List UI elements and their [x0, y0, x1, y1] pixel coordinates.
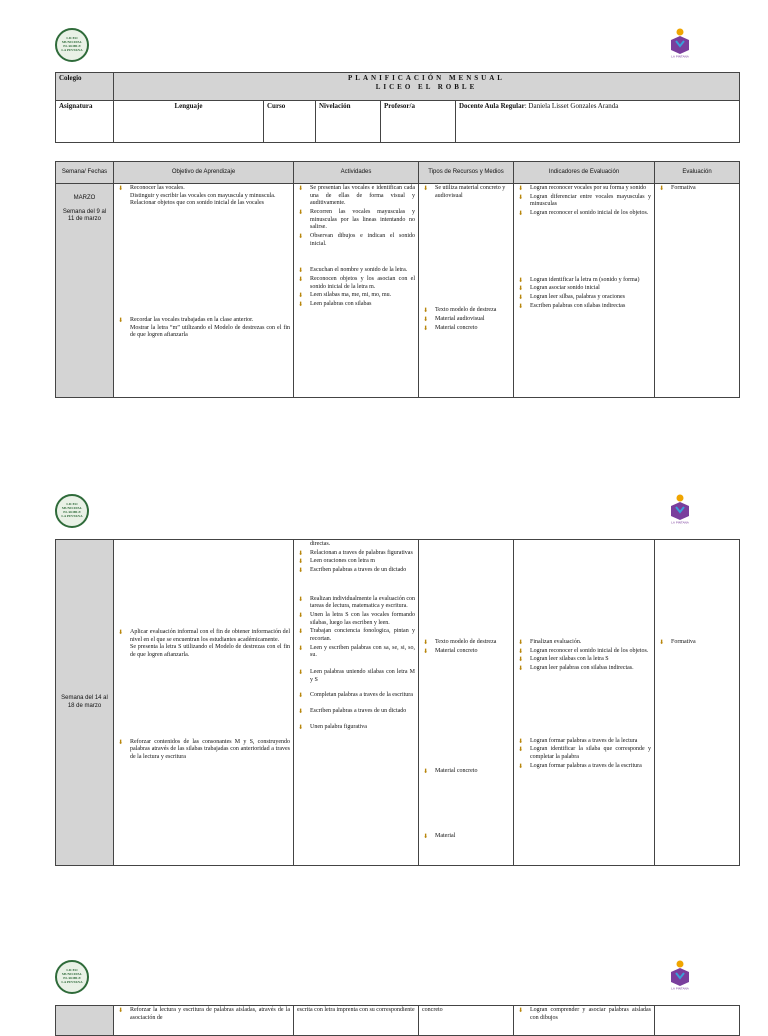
- list-item: ⬇ Leen silabas ma, me, mi, mo, mu.: [298, 292, 392, 300]
- list-item: ⬇ Material: [423, 833, 456, 841]
- bullet-arrow-icon: ⬇: [518, 656, 524, 664]
- list-item: ⬇ Logran reconocer el sonido inicial de los objetos.: [518, 210, 649, 218]
- bullet-arrow-icon: ⬇: [298, 628, 304, 636]
- evaluacion-cell: [655, 1006, 740, 1036]
- list-item: ⬇ Texto modelo de destreza: [423, 307, 497, 315]
- bullet-arrow-icon: ⬇: [298, 723, 304, 731]
- bullet-arrow-icon: ⬇: [423, 647, 429, 655]
- bullet-arrow-icon: ⬇: [423, 307, 429, 315]
- bullet-arrow-icon: ⬇: [298, 567, 304, 575]
- list-item: ⬇ Logran diferenciar entre vocales mayusculas y minusculas: [518, 193, 651, 208]
- evaluacion-cell: [655, 184, 740, 398]
- bullet-arrow-icon: ⬇: [423, 185, 429, 192]
- list-item: ⬇ Reconocer las vocales. Distinguir y escribir las vocales con mayuscula y minuscula. Relacionar objetos que con sonido inicial de las vocales: [118, 185, 276, 207]
- school-seal-logo: LICEO MUNICIPAL EL ROBLE LA PINTANA: [55, 960, 89, 994]
- objetivo-cell: [114, 1006, 294, 1036]
- bullet-arrow-icon: ⬇: [518, 639, 524, 646]
- list-item: ⬇ Logran reconocer vocales por su forma y sonido: [518, 185, 647, 192]
- list-item: ⬇ Realizan individualmente la evaluación con tareas de lectura, matematica y escritura.: [298, 595, 415, 610]
- list-item: ⬇ Recordar las vocales trabajadas en la clase anterior. Mostrar la letra “m” utilizando el Modelo de destrezas con el fin de que logren afianzarla: [118, 317, 290, 339]
- list-item: ⬇ Escriben palabras a traves de un dictado: [298, 708, 407, 716]
- col-evaluacion: Evaluación: [655, 162, 740, 184]
- list-item: ⬇ Completan palabras a traves de la escritura: [298, 692, 413, 700]
- recursos-cell: concreto: [419, 1006, 514, 1036]
- colegio-label: Colegio: [56, 73, 114, 101]
- list-item: ⬇ Relacionan a traves de palabras figurativas: [298, 549, 413, 557]
- recursos-cell: [419, 540, 514, 866]
- list-item: ⬇ Logran formar palabras a traves de la escritura: [518, 762, 642, 770]
- bullet-arrow-icon: ⬇: [518, 737, 524, 745]
- bullet-arrow-icon: ⬇: [298, 612, 304, 620]
- list-item: ⬇ Observan dibujos e indican el sonido inicial.: [298, 233, 415, 247]
- bullet-arrow-icon: ⬇: [298, 549, 304, 557]
- recursos-cell: [419, 184, 514, 398]
- list-item: ⬇ Logran identificar la silaba que corresponde y completar la palabra: [518, 746, 651, 761]
- municipal-logo-icon: [667, 494, 693, 524]
- list-item: ⬇ Escuchan el nombre y sonido de la letra.: [298, 267, 408, 275]
- bullet-arrow-icon: ⬇: [518, 302, 524, 310]
- week-cell: [56, 1006, 114, 1036]
- list-item: ⬇ Logran leer silbas, palabras y oraciones: [518, 294, 625, 302]
- svg-text:LA PINTANA: LA PINTANA: [671, 520, 689, 524]
- col-objetivo: Objetivo de Aprendizaje: [114, 162, 294, 184]
- bullet-arrow-icon: ⬇: [298, 708, 304, 716]
- bullet-arrow-icon: ⬇: [298, 233, 304, 241]
- municipal-logo-icon: [667, 960, 693, 990]
- bullet-arrow-icon: ⬇: [298, 669, 304, 677]
- bullet-arrow-icon: ⬇: [518, 276, 524, 284]
- bullet-arrow-icon: ⬇: [659, 185, 665, 192]
- planning-table-page2: [55, 539, 740, 866]
- list-item: ⬇ Material audiovisual: [423, 316, 485, 324]
- list-item: ⬇ Unen la letra S con las vocales formando silabas, luego las escriben y leen.: [298, 612, 415, 626]
- bullet-arrow-icon: ⬇: [423, 324, 429, 332]
- objetivo-cell: [114, 540, 294, 866]
- list-item: ⬇ Finalizan evaluación.: [518, 639, 582, 646]
- list-item: ⬇ Escriben palabras con silabas indirectas: [518, 302, 626, 310]
- bullet-arrow-icon: ⬇: [518, 185, 524, 192]
- bullet-arrow-icon: ⬇: [298, 558, 304, 566]
- asignatura-label: Asignatura: [56, 101, 114, 143]
- school-seal-logo: LICEO MUNICIPAL EL ROBLE LA PINTANA: [55, 494, 89, 528]
- list-item: ⬇ Material concreto: [423, 768, 478, 776]
- list-item: ⬇ Texto modelo de destreza: [423, 639, 497, 646]
- col-semana: Semana/ Fechas: [56, 162, 114, 184]
- list-item: ⬇ Logran asociar sonido inicial: [518, 285, 600, 293]
- list-item: ⬇ Logran leer palabras con silabas indirectas.: [518, 665, 634, 673]
- list-item: ⬇ Aplicar evaluación informal con el fin de obtener información del nivel en el que se encuentran los estudiantes académicamente. Se presenta la letra S utilizando el Modelo de destrezas con el fin de que logren afianzarla.: [118, 629, 290, 659]
- col-recursos: Tipos de Recursos y Medios: [419, 162, 514, 184]
- bullet-arrow-icon: ⬇: [298, 185, 304, 192]
- list-item: ⬇ Logran leer silabas con la letra S: [518, 656, 609, 664]
- indicadores-cell: [514, 184, 655, 398]
- bullet-arrow-icon: ⬇: [298, 267, 304, 275]
- actividades-cell: [294, 540, 419, 866]
- indicadores-cell: [514, 1006, 655, 1036]
- docente-cell: Docente Aula Regular: Daniela Lisset Gonzales Aranda: [456, 101, 740, 143]
- bullet-arrow-icon: ⬇: [518, 665, 524, 673]
- week-cell: Semana del 14 al 18 de marzo: [56, 540, 114, 866]
- week-cell: MARZO Semana del 9 al 11 de marzo: [56, 184, 114, 398]
- bullet-arrow-icon: ⬇: [118, 317, 124, 325]
- bullet-arrow-icon: ⬇: [518, 647, 524, 655]
- nivelacion-label: Nivelación: [316, 101, 381, 143]
- curso-label: Curso: [264, 101, 316, 143]
- bullet-arrow-icon: ⬇: [298, 276, 304, 284]
- bullet-arrow-icon: ⬇: [118, 629, 124, 636]
- list-item: ⬇ Logran formar palabras a traves de la lectura: [518, 737, 638, 745]
- list-item: ⬇ Reforzar contenidos de las consonantes M y S, construyendo palabras através de las silabas trabajadas con anterioridad a traves de la lectura y escritura: [118, 738, 290, 761]
- bullet-arrow-icon: ⬇: [659, 639, 665, 646]
- list-item: ⬇ Escriben palabras a traves de un dictado: [298, 567, 407, 575]
- list-item: ⬇ Material concreto: [423, 324, 478, 332]
- bullet-arrow-icon: ⬇: [298, 595, 304, 603]
- list-item: directas.: [310, 541, 331, 547]
- col-actividades: Actividades: [294, 162, 419, 184]
- bullet-arrow-icon: ⬇: [423, 316, 429, 324]
- bullet-arrow-icon: ⬇: [423, 639, 429, 646]
- bullet-arrow-icon: ⬇: [518, 294, 524, 302]
- bullet-arrow-icon: ⬇: [298, 301, 304, 309]
- list-item: ⬇ Reconocen objetos y los asocian con el sonido inicial de la letra m.: [298, 276, 415, 290]
- list-item: ⬇ Recorren las vocales mayusculas y minusculas por las lineas intentando no salirse.: [298, 209, 415, 231]
- objetivo-cell: [114, 184, 294, 398]
- actividades-cell: escrita con letra imprenta con su correspondiente: [294, 1006, 419, 1036]
- list-item: ⬇ Leen palabras con silabas: [298, 301, 372, 309]
- svg-text:LA PINTANA: LA PINTANA: [671, 986, 689, 990]
- profesor-label: Profesor/a: [381, 101, 456, 143]
- list-item: ⬇ Logran identificar la letra m (sonido y forma): [518, 276, 640, 284]
- list-item: ⬇ Material concreto: [423, 647, 478, 655]
- bullet-arrow-icon: ⬇: [298, 644, 304, 652]
- lenguaje-value: Lenguaje: [114, 101, 264, 143]
- list-item: ⬇ Trabajan conciencia fonologica, pintan y recortan.: [298, 628, 415, 643]
- bullet-arrow-icon: ⬇: [518, 210, 524, 218]
- list-item: ⬇ Leen oraciones con letra m: [298, 558, 375, 566]
- list-item: ⬇ Reforzar la lectura y escritura de palabras aisladas, através de la asociación de: [118, 1007, 290, 1021]
- bullet-arrow-icon: ⬇: [118, 1007, 124, 1014]
- list-item: ⬇ Leen palabras uniendo silabas con letra M y S: [298, 669, 415, 683]
- col-indicadores: Indicadores de Evaluación: [514, 162, 655, 184]
- list-item: ⬇ Formativa: [659, 639, 696, 646]
- school-seal-logo: LICEO MUNICIPAL EL ROBLE LA PINTANA: [55, 28, 89, 62]
- list-item: ⬇ Se utiliza material concreto y audiovisual: [423, 185, 506, 199]
- bullet-arrow-icon: ⬇: [518, 1007, 524, 1014]
- bullet-arrow-icon: ⬇: [298, 692, 304, 700]
- indicadores-cell: [514, 540, 655, 866]
- bullet-arrow-icon: ⬇: [118, 738, 124, 746]
- list-item: ⬇ Leen y escriben palabras con sa, se, si, so, su.: [298, 644, 415, 659]
- list-item: ⬇ Se presentan las vocales e identifican cada una de ellas de forma visual y auditivamente.: [298, 185, 415, 207]
- header-table: [55, 72, 740, 143]
- bullet-arrow-icon: ⬇: [518, 762, 524, 770]
- svg-text:LA PINTANA: LA PINTANA: [671, 54, 689, 58]
- bullet-arrow-icon: ⬇: [298, 209, 304, 217]
- list-item: ⬇ Unen palabra figurativa: [298, 723, 367, 731]
- evaluacion-cell: [655, 540, 740, 866]
- bullet-arrow-icon: ⬇: [518, 193, 524, 201]
- bullet-arrow-icon: ⬇: [423, 833, 429, 841]
- list-item: ⬇ Logran comprender y asociar palabras aisladas con dibujos: [518, 1007, 651, 1021]
- planning-table-page1: [55, 161, 740, 398]
- bullet-arrow-icon: ⬇: [423, 768, 429, 776]
- list-item: ⬇ Logran reconocer el sonido inicial de los objetos.: [518, 647, 649, 655]
- bullet-arrow-icon: ⬇: [118, 185, 124, 192]
- bullet-arrow-icon: ⬇: [518, 285, 524, 293]
- list-item: ⬇ Formativa: [659, 185, 696, 192]
- bullet-arrow-icon: ⬇: [298, 292, 304, 300]
- page-title: PLANIFICACIÓN MENSUAL LICEO EL ROBLE: [114, 73, 740, 101]
- planning-table-page3: [55, 1005, 740, 1036]
- actividades-cell: [294, 184, 419, 398]
- bullet-arrow-icon: ⬇: [518, 746, 524, 754]
- municipal-logo-icon: [667, 28, 693, 58]
